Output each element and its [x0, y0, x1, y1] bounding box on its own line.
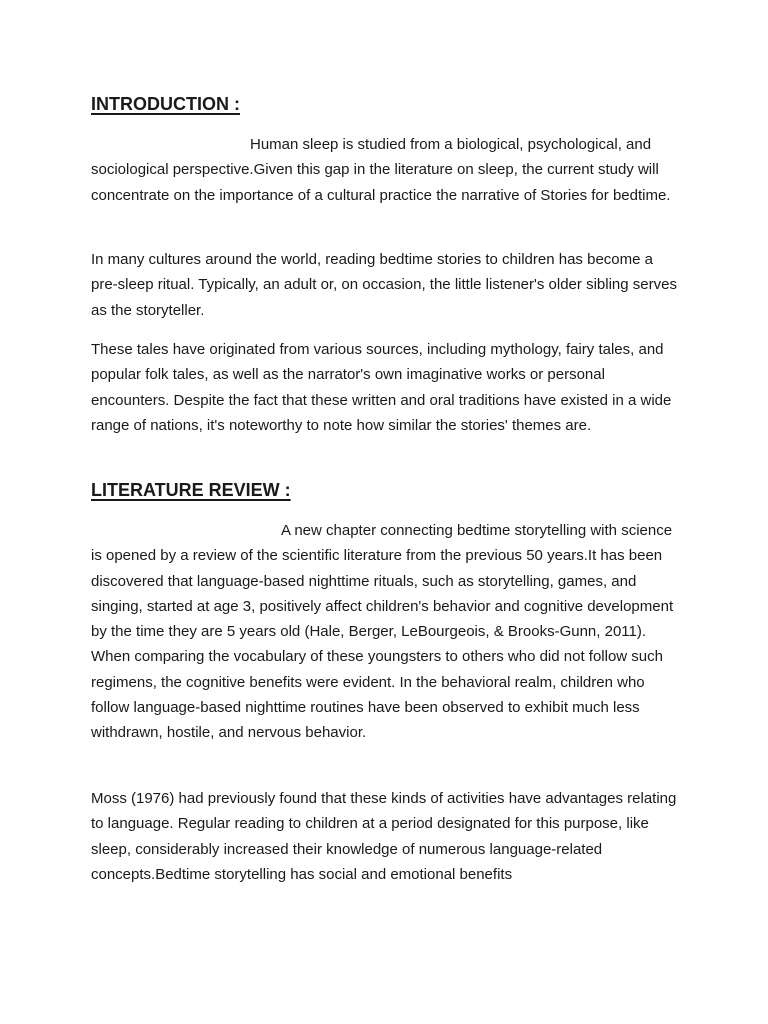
literature-review-heading: LITERATURE REVIEW : [91, 480, 291, 500]
introduction-heading: INTRODUCTION : [91, 94, 240, 114]
literature-review-paragraph-2: Moss (1976) had previously found that these kinds of activities have advantages relating to language. Regular reading to children at a period designated for this purpose, like sleep, considerably increased their knowledge of numerous language-related concepts.Bedtime storytelling has social and emotional benefits [91, 790, 677, 883]
introduction-paragraph-1: Human sleep is studied from a biological, psychological, and sociological perspective.Given this gap in the literature on sleep, the current study will concentrate on the importance of a cultural practice the narrative of Stories for bedtime. [91, 136, 671, 204]
introduction-paragraph-2: In many cultures around the world, reading bedtime stories to children has become a pre-sleep ritual. Typically, an adult or, on occasion, the little listener's older sibling serves as the storyteller. [91, 251, 677, 319]
literature-review-paragraph-1: A new chapter connecting bedtime storytelling with science is opened by a review of the scientific literature from the previous 50 years.It has been discovered that language-based nighttime rituals, such as storytelling, games, and singing, started at age 3, positively affect children's behavior and cognitive development by the time they are 5 years old (Hale, Berger, LeBourgeois, & Brooks-Gunn, 2011). When comparing the vocabulary of these youngsters to others who did not follow such regimens, the cognitive benefits were evident. In the behavioral realm, children who follow language-based nighttime routines have been observed to exhibit much less withdrawn, hostile, and nervous behavior. [91, 522, 674, 742]
introduction-paragraph-3: These tales have originated from various sources, including mythology, fairy tales, and popular folk tales, as well as the narrator's own imaginative works or personal encounters. Despite the fact that these written and oral traditions have existed in a wide range of nations, it's noteworthy to note how similar the stories' themes are. [91, 341, 672, 434]
